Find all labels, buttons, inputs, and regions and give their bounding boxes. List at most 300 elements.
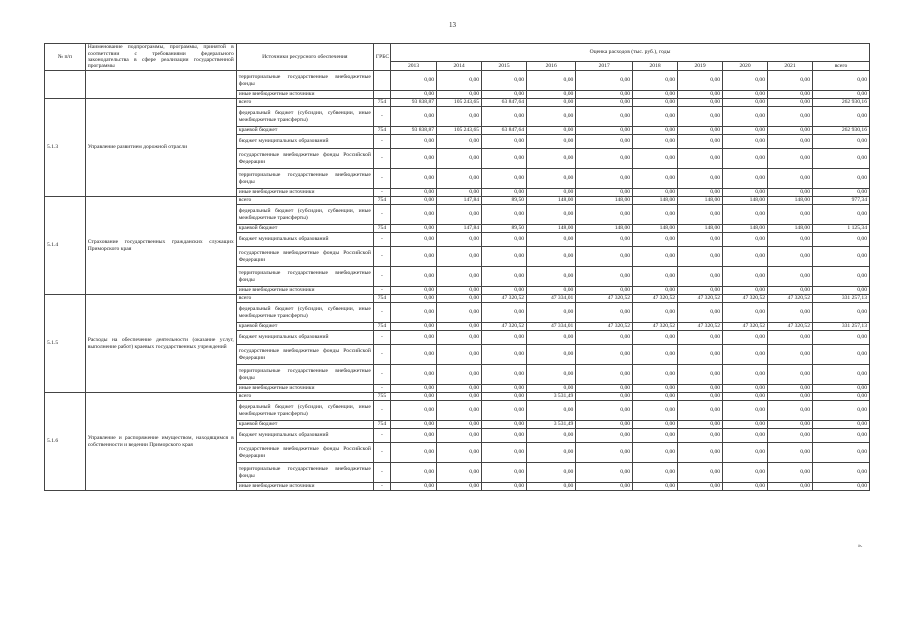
funding-source: иные внебюджетные источники — [236, 91, 373, 99]
header-year: 2021 — [768, 62, 813, 71]
amount-cell: 0,00 — [576, 107, 633, 127]
amount-cell: 47 334,01 — [527, 323, 576, 331]
amount-cell: 0,00 — [437, 169, 482, 189]
amount-cell: 0,00 — [437, 303, 482, 323]
amount-cell: 0,00 — [482, 443, 527, 463]
row-number: 5.1.6 — [45, 393, 86, 491]
grbs-code: 754 — [373, 323, 390, 331]
table-row — [45, 197, 870, 205]
table-row — [45, 295, 870, 303]
amount-cell: 0,00 — [391, 483, 437, 491]
amount-cell: 89,50 — [482, 225, 527, 233]
amount-cell: 0,00 — [813, 443, 870, 463]
grbs-code: - — [373, 189, 390, 197]
grbs-code: - — [373, 331, 390, 345]
amount-cell: 0,00 — [813, 247, 870, 267]
amount-cell: 47 320,52 — [482, 295, 527, 303]
amount-cell: 0,00 — [678, 303, 723, 323]
amount-cell: 0,00 — [527, 287, 576, 295]
amount-cell: 0,00 — [576, 393, 633, 401]
page-number: 13 — [449, 21, 456, 29]
amount-cell: 0,00 — [813, 91, 870, 99]
amount-cell: 0,00 — [391, 365, 437, 385]
amount-cell: 0,00 — [482, 429, 527, 443]
amount-cell: 0,00 — [527, 91, 576, 99]
amount-cell: 148,00 — [527, 197, 576, 205]
amount-cell: 0,00 — [633, 331, 678, 345]
amount-cell: 47 320,52 — [633, 323, 678, 331]
funding-source: бюджет муниципальных образований — [236, 429, 373, 443]
amount-cell: 0,00 — [633, 429, 678, 443]
amount-cell: 47 320,52 — [723, 323, 768, 331]
amount-cell: 47 320,52 — [678, 323, 723, 331]
amount-cell: 0,00 — [678, 345, 723, 365]
amount-cell: 0,00 — [768, 421, 813, 429]
amount-cell: 0,00 — [723, 91, 768, 99]
amount-cell: 0,00 — [723, 99, 768, 107]
header-estimate-title: Оценка расходов (тыс. руб.), годы — [391, 44, 870, 62]
amount-cell: 0,00 — [723, 107, 768, 127]
expense-estimate-table — [44, 43, 870, 491]
amount-cell: 0,00 — [678, 233, 723, 247]
amount-cell: 0,00 — [633, 303, 678, 323]
amount-cell: 0,00 — [482, 365, 527, 385]
funding-source: государственные внебюджетные фонды Российской Федерации — [236, 443, 373, 463]
amount-cell: 0,00 — [813, 365, 870, 385]
amount-cell: 0,00 — [437, 463, 482, 483]
header-year: 2019 — [678, 62, 723, 71]
program-name — [85, 71, 236, 99]
amount-cell: 0,00 — [527, 463, 576, 483]
amount-cell: 0,00 — [391, 135, 437, 149]
amount-cell: 0,00 — [437, 323, 482, 331]
amount-cell: 0,00 — [678, 169, 723, 189]
amount-cell: 0,00 — [768, 303, 813, 323]
amount-cell: 0,00 — [723, 127, 768, 135]
funding-source: территориальные государственные внебюджетные фонды — [236, 71, 373, 91]
amount-cell: 0,00 — [768, 267, 813, 287]
amount-cell: 148,00 — [768, 225, 813, 233]
amount-cell: 0,00 — [768, 443, 813, 463]
amount-cell: 0,00 — [527, 99, 576, 107]
amount-cell: 0,00 — [633, 287, 678, 295]
amount-cell: 47 320,52 — [482, 323, 527, 331]
amount-cell: 0,00 — [391, 267, 437, 287]
amount-cell: 0,00 — [678, 287, 723, 295]
amount-cell: 0,00 — [813, 233, 870, 247]
amount-cell: 0,00 — [437, 429, 482, 443]
amount-cell: 93 838,87 — [391, 99, 437, 107]
amount-cell: 0,00 — [576, 303, 633, 323]
amount-cell: 0,00 — [527, 443, 576, 463]
grbs-code: - — [373, 385, 390, 393]
amount-cell: 148,00 — [527, 225, 576, 233]
amount-cell: 0,00 — [482, 393, 527, 401]
amount-cell: 0,00 — [527, 483, 576, 491]
amount-cell: 0,00 — [576, 443, 633, 463]
amount-cell: 0,00 — [527, 267, 576, 287]
table-body — [45, 71, 870, 491]
amount-cell: 0,00 — [768, 233, 813, 247]
amount-cell: 148,00 — [723, 197, 768, 205]
amount-cell: 0,00 — [723, 303, 768, 323]
row-number: 5.1.4 — [45, 197, 86, 295]
amount-cell: 105 243,65 — [437, 99, 482, 107]
amount-cell: 0,00 — [391, 401, 437, 421]
amount-cell: 0,00 — [391, 295, 437, 303]
amount-cell: 0,00 — [437, 205, 482, 225]
amount-cell: 0,00 — [633, 267, 678, 287]
amount-cell: 93 838,87 — [391, 127, 437, 135]
amount-cell: 0,00 — [633, 205, 678, 225]
amount-cell: 0,00 — [391, 205, 437, 225]
amount-cell: 0,00 — [813, 303, 870, 323]
amount-cell: 977,34 — [813, 197, 870, 205]
amount-cell: 0,00 — [633, 385, 678, 393]
amount-cell: 0,00 — [723, 401, 768, 421]
funding-source: всего — [236, 99, 373, 107]
header-year: 2020 — [723, 62, 768, 71]
amount-cell: 0,00 — [678, 205, 723, 225]
grbs-code — [373, 71, 390, 91]
amount-cell: 0,00 — [678, 483, 723, 491]
grbs-code: 754 — [373, 421, 390, 429]
amount-cell: 0,00 — [391, 443, 437, 463]
amount-cell: 0,00 — [576, 483, 633, 491]
amount-cell: 0,00 — [633, 91, 678, 99]
amount-cell: 89,50 — [482, 197, 527, 205]
amount-cell: 0,00 — [723, 267, 768, 287]
amount-cell: 0,00 — [391, 107, 437, 127]
funding-source: территориальные государственные внебюджетные фонды — [236, 169, 373, 189]
amount-cell: 0,00 — [633, 443, 678, 463]
amount-cell: 0,00 — [391, 189, 437, 197]
amount-cell: 0,00 — [768, 345, 813, 365]
amount-cell: 0,00 — [723, 365, 768, 385]
grbs-code: - — [373, 483, 390, 491]
header-year: 2015 — [482, 62, 527, 71]
amount-cell: 0,00 — [437, 107, 482, 127]
amount-cell: 47 320,52 — [576, 323, 633, 331]
amount-cell: 0,00 — [813, 483, 870, 491]
amount-cell: 0,00 — [723, 169, 768, 189]
amount-cell: 0,00 — [437, 233, 482, 247]
amount-cell: 0,00 — [437, 149, 482, 169]
amount-cell: 0,00 — [482, 345, 527, 365]
amount-cell: 0,00 — [391, 393, 437, 401]
amount-cell: 0,00 — [723, 287, 768, 295]
amount-cell: 148,00 — [723, 225, 768, 233]
funding-source: краевой бюджет — [236, 225, 373, 233]
amount-cell: 0,00 — [576, 429, 633, 443]
amount-cell: 0,00 — [437, 393, 482, 401]
amount-cell: 0,00 — [437, 385, 482, 393]
amount-cell: 0,00 — [678, 189, 723, 197]
amount-cell: 0,00 — [723, 149, 768, 169]
amount-cell: 0,00 — [768, 483, 813, 491]
grbs-code — [373, 91, 390, 99]
amount-cell: 0,00 — [576, 127, 633, 135]
amount-cell: 0,00 — [437, 483, 482, 491]
amount-cell: 0,00 — [678, 247, 723, 267]
funding-source: территориальные государственные внебюджетные фонды — [236, 463, 373, 483]
amount-cell: 0,00 — [482, 287, 527, 295]
amount-cell: 0,00 — [723, 233, 768, 247]
grbs-code: 755 — [373, 393, 390, 401]
amount-cell: 0,00 — [768, 99, 813, 107]
grbs-code: - — [373, 287, 390, 295]
amount-cell: 0,00 — [813, 345, 870, 365]
grbs-code: - — [373, 247, 390, 267]
grbs-code: 754 — [373, 225, 390, 233]
amount-cell: 0,00 — [813, 421, 870, 429]
amount-cell: 0,00 — [437, 401, 482, 421]
amount-cell: 0,00 — [437, 331, 482, 345]
header-year: 2018 — [633, 62, 678, 71]
amount-cell: 0,00 — [482, 267, 527, 287]
amount-cell: 0,00 — [482, 149, 527, 169]
amount-cell: 0,00 — [678, 393, 723, 401]
amount-cell: 47 320,52 — [633, 295, 678, 303]
amount-cell: 0,00 — [813, 135, 870, 149]
amount-cell: 0,00 — [813, 267, 870, 287]
amount-cell: 0,00 — [633, 233, 678, 247]
amount-cell: 0,00 — [678, 99, 723, 107]
amount-cell: 0,00 — [482, 189, 527, 197]
amount-cell: 105 243,65 — [437, 127, 482, 135]
amount-cell: 0,00 — [768, 429, 813, 443]
amount-cell: 0,00 — [678, 385, 723, 393]
amount-cell: 331 257,13 — [813, 295, 870, 303]
amount-cell: 0,00 — [527, 107, 576, 127]
grbs-code: 754 — [373, 295, 390, 303]
amount-cell: 0,00 — [678, 463, 723, 483]
amount-cell: 0,00 — [527, 385, 576, 393]
amount-cell: 0,00 — [527, 429, 576, 443]
amount-cell: 0,00 — [633, 345, 678, 365]
grbs-code: 754 — [373, 99, 390, 107]
amount-cell: 0,00 — [768, 287, 813, 295]
amount-cell: 0,00 — [576, 421, 633, 429]
amount-cell: 0,00 — [633, 463, 678, 483]
amount-cell: 0,00 — [437, 91, 482, 99]
amount-cell: 0,00 — [576, 169, 633, 189]
table-row — [45, 71, 870, 91]
amount-cell: 47 320,52 — [576, 295, 633, 303]
amount-cell: 0,00 — [723, 463, 768, 483]
amount-cell: 0,00 — [482, 71, 527, 91]
amount-cell: 0,00 — [576, 331, 633, 345]
amount-cell: 0,00 — [768, 135, 813, 149]
amount-cell: 0,00 — [527, 345, 576, 365]
amount-cell: 0,00 — [813, 205, 870, 225]
grbs-code: - — [373, 401, 390, 421]
funding-source: федеральный бюджет (субсидии, субвенции, иные межбюджетные трансферты) — [236, 107, 373, 127]
grbs-code: 754 — [373, 197, 390, 205]
closing-quote-mark: ». — [858, 543, 863, 549]
amount-cell: 0,00 — [723, 385, 768, 393]
amount-cell: 3 531,49 — [527, 421, 576, 429]
amount-cell: 0,00 — [437, 267, 482, 287]
amount-cell: 148,00 — [678, 197, 723, 205]
amount-cell: 0,00 — [482, 247, 527, 267]
amount-cell: 0,00 — [527, 127, 576, 135]
table-row — [45, 99, 870, 107]
amount-cell: 148,00 — [678, 225, 723, 233]
row-number — [45, 71, 86, 99]
amount-cell: 0,00 — [437, 421, 482, 429]
amount-cell: 0,00 — [527, 205, 576, 225]
amount-cell: 0,00 — [576, 149, 633, 169]
amount-cell: 0,00 — [633, 483, 678, 491]
amount-cell: 0,00 — [633, 401, 678, 421]
funding-source: всего — [236, 197, 373, 205]
amount-cell: 148,00 — [633, 197, 678, 205]
amount-cell: 0,00 — [768, 71, 813, 91]
program-name: Страхование государственных гражданских служащих Приморского края — [85, 197, 236, 295]
funding-source: федеральный бюджет (субсидии, субвенции, иные межбюджетные трансферты) — [236, 205, 373, 225]
amount-cell: 0,00 — [482, 401, 527, 421]
amount-cell: 0,00 — [576, 401, 633, 421]
amount-cell: 47 320,52 — [723, 295, 768, 303]
grbs-code: - — [373, 443, 390, 463]
funding-source: государственные внебюджетные фонды Российской Федерации — [236, 345, 373, 365]
amount-cell: 0,00 — [437, 247, 482, 267]
program-name: Расходы на обеспечение деятельности (оказание услуг, выполнение работ) краевых государственных учреждений — [85, 295, 236, 393]
grbs-code: - — [373, 205, 390, 225]
amount-cell: 0,00 — [482, 205, 527, 225]
amount-cell: 0,00 — [723, 189, 768, 197]
grbs-code: - — [373, 345, 390, 365]
amount-cell: 0,00 — [633, 393, 678, 401]
amount-cell: 0,00 — [576, 71, 633, 91]
funding-source: иные внебюджетные источники — [236, 189, 373, 197]
amount-cell: 0,00 — [576, 463, 633, 483]
header-grbs: ГРБС — [373, 44, 390, 71]
amount-cell: 0,00 — [813, 393, 870, 401]
amount-cell: 0,00 — [768, 401, 813, 421]
amount-cell: 0,00 — [768, 205, 813, 225]
amount-cell: 0,00 — [678, 71, 723, 91]
amount-cell: 0,00 — [576, 135, 633, 149]
amount-cell: 0,00 — [482, 91, 527, 99]
amount-cell: 0,00 — [678, 91, 723, 99]
header-year: всего — [813, 62, 870, 71]
amount-cell: 3 531,49 — [527, 393, 576, 401]
amount-cell: 0,00 — [437, 295, 482, 303]
amount-cell: 63 847,64 — [482, 127, 527, 135]
amount-cell: 0,00 — [437, 71, 482, 91]
amount-cell: 0,00 — [437, 365, 482, 385]
amount-cell: 0,00 — [482, 463, 527, 483]
amount-cell: 0,00 — [576, 205, 633, 225]
amount-cell: 0,00 — [527, 71, 576, 91]
table-header — [45, 44, 870, 71]
grbs-code: - — [373, 233, 390, 247]
amount-cell: 0,00 — [437, 135, 482, 149]
amount-cell: 0,00 — [391, 149, 437, 169]
funding-source: государственные внебюджетные фонды Российской Федерации — [236, 149, 373, 169]
amount-cell: 0,00 — [678, 365, 723, 385]
funding-source: всего — [236, 393, 373, 401]
amount-cell: 0,00 — [527, 365, 576, 385]
amount-cell: 0,00 — [813, 189, 870, 197]
amount-cell: 0,00 — [482, 233, 527, 247]
amount-cell: 0,00 — [723, 429, 768, 443]
grbs-code: - — [373, 429, 390, 443]
grbs-code: 754 — [373, 127, 390, 135]
grbs-code: - — [373, 267, 390, 287]
amount-cell: 0,00 — [633, 71, 678, 91]
amount-cell: 0,00 — [527, 135, 576, 149]
amount-cell: 0,00 — [527, 169, 576, 189]
amount-cell: 0,00 — [768, 149, 813, 169]
amount-cell: 262 930,16 — [813, 99, 870, 107]
amount-cell: 1 125,34 — [813, 225, 870, 233]
funding-source: иные внебюджетные источники — [236, 385, 373, 393]
amount-cell: 0,00 — [391, 233, 437, 247]
amount-cell: 0,00 — [391, 463, 437, 483]
header-year: 2013 — [391, 62, 437, 71]
amount-cell: 0,00 — [678, 127, 723, 135]
amount-cell: 0,00 — [527, 149, 576, 169]
amount-cell: 47 320,52 — [678, 295, 723, 303]
amount-cell: 0,00 — [482, 331, 527, 345]
amount-cell: 0,00 — [391, 385, 437, 393]
amount-cell: 0,00 — [813, 463, 870, 483]
amount-cell: 0,00 — [437, 443, 482, 463]
amount-cell: 0,00 — [633, 365, 678, 385]
grbs-code: - — [373, 149, 390, 169]
header-funding-source: Источники ресурсного обеспечения — [236, 44, 373, 71]
amount-cell: 0,00 — [633, 99, 678, 107]
amount-cell: 0,00 — [678, 149, 723, 169]
funding-source: территориальные государственные внебюджетные фонды — [236, 365, 373, 385]
header-year: 2016 — [527, 62, 576, 71]
funding-source: бюджет муниципальных образований — [236, 135, 373, 149]
amount-cell: 47 320,52 — [768, 323, 813, 331]
amount-cell: 0,00 — [576, 345, 633, 365]
amount-cell: 47 334,01 — [527, 295, 576, 303]
amount-cell: 0,00 — [633, 421, 678, 429]
header-number: № п/п — [45, 44, 86, 71]
amount-cell: 0,00 — [813, 169, 870, 189]
amount-cell: 0,00 — [576, 365, 633, 385]
amount-cell: 0,00 — [437, 189, 482, 197]
funding-source: бюджет муниципальных образований — [236, 233, 373, 247]
amount-cell: 0,00 — [768, 385, 813, 393]
amount-cell: 0,00 — [482, 107, 527, 127]
amount-cell: 0,00 — [391, 303, 437, 323]
amount-cell: 0,00 — [482, 385, 527, 393]
funding-source: краевой бюджет — [236, 127, 373, 135]
amount-cell: 0,00 — [723, 247, 768, 267]
amount-cell: 0,00 — [391, 91, 437, 99]
amount-cell: 0,00 — [768, 247, 813, 267]
amount-cell: 0,00 — [723, 483, 768, 491]
grbs-code: - — [373, 169, 390, 189]
amount-cell: 0,00 — [813, 385, 870, 393]
funding-source: всего — [236, 295, 373, 303]
amount-cell: 0,00 — [768, 463, 813, 483]
amount-cell: 0,00 — [391, 331, 437, 345]
amount-cell: 0,00 — [391, 169, 437, 189]
header-year: 2017 — [576, 62, 633, 71]
amount-cell: 0,00 — [437, 287, 482, 295]
amount-cell: 0,00 — [391, 287, 437, 295]
amount-cell: 0,00 — [633, 189, 678, 197]
amount-cell: 0,00 — [678, 401, 723, 421]
